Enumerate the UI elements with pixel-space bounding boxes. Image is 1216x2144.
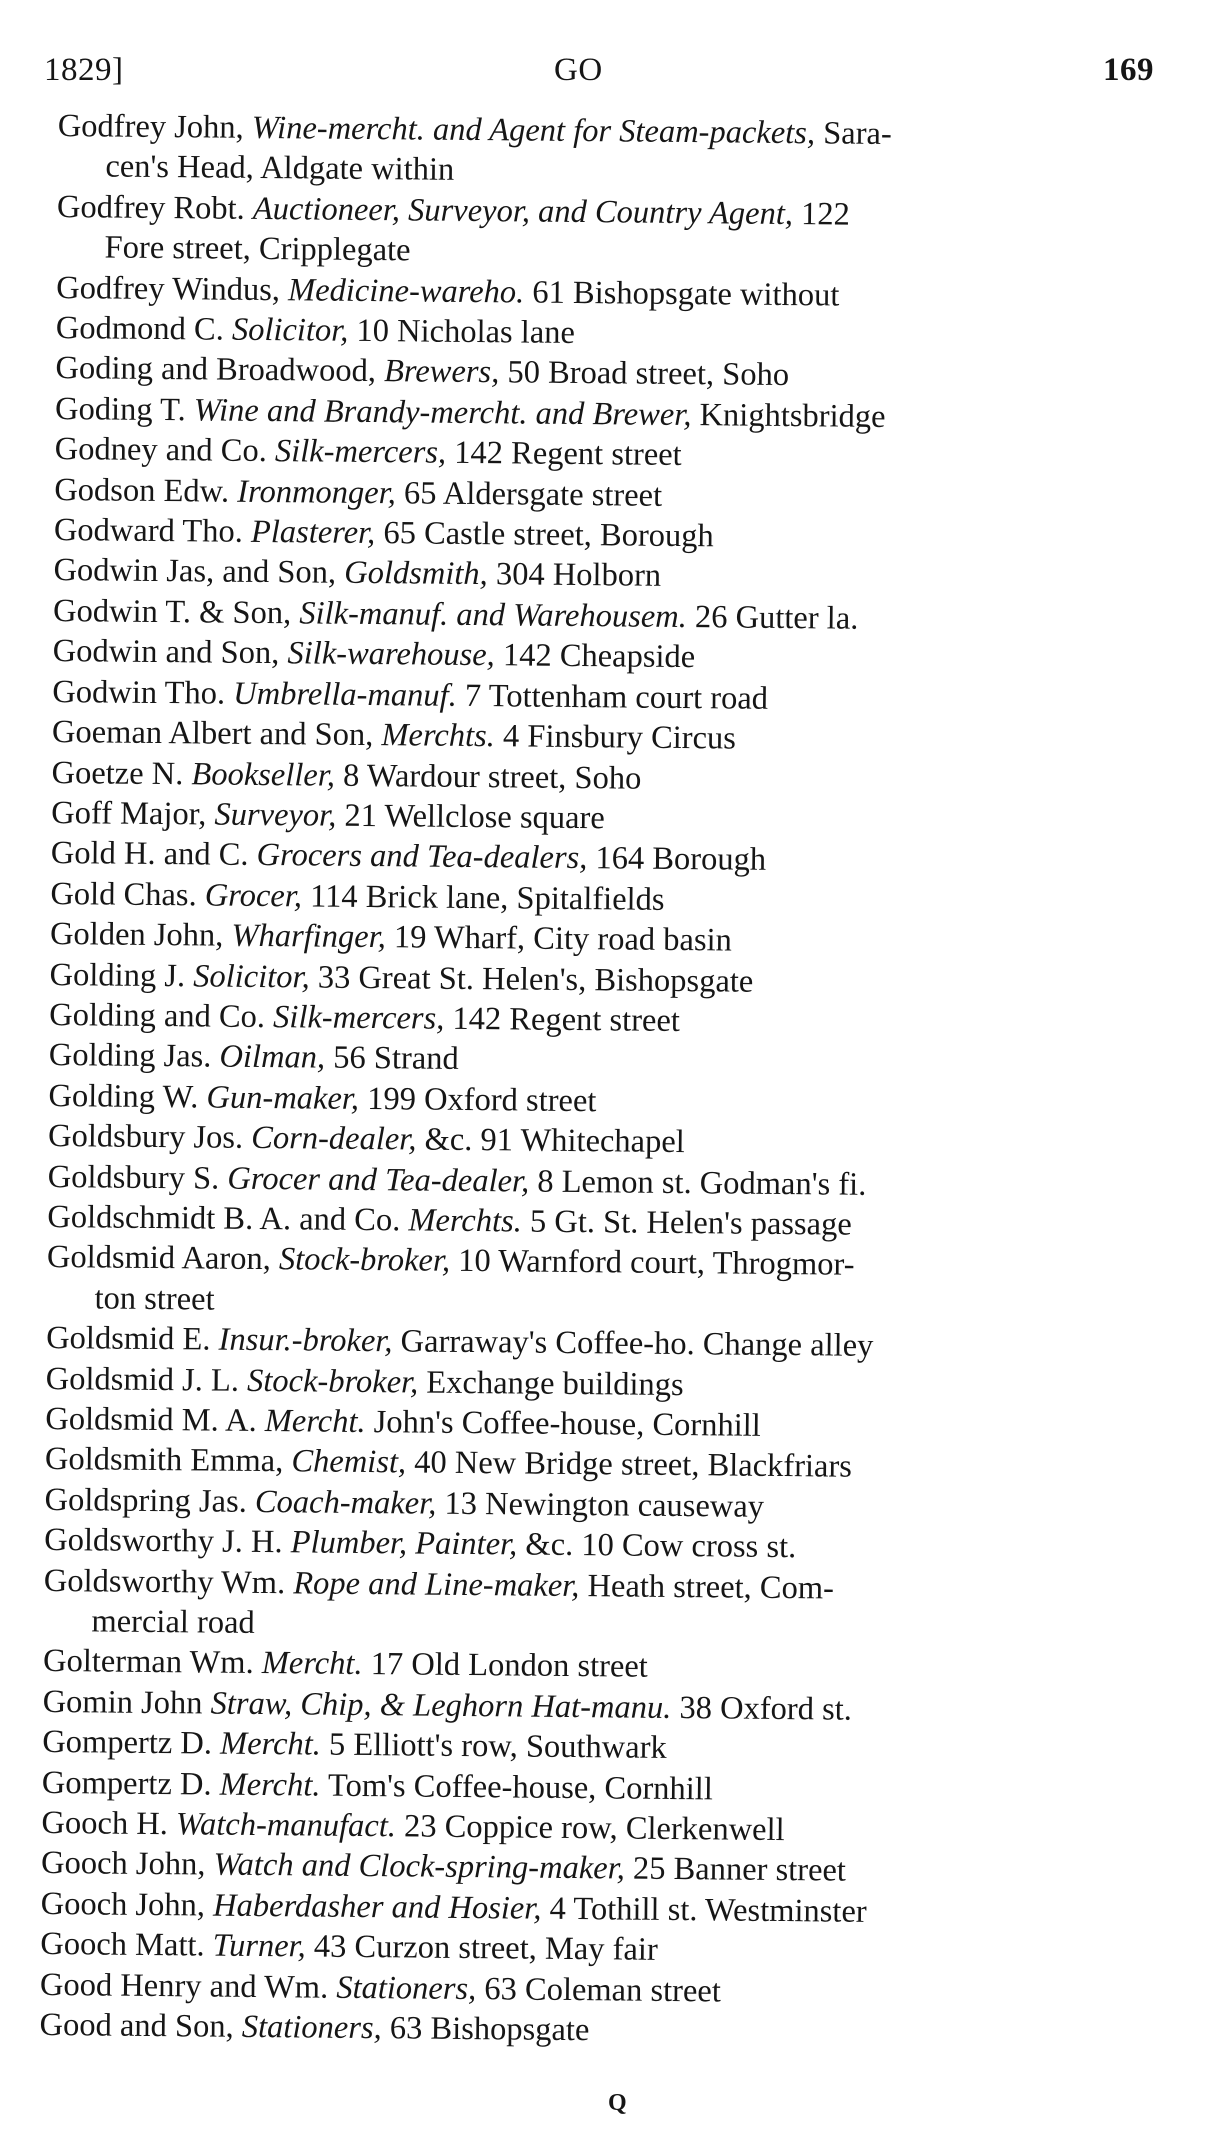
- entry-address: 5 Elliott's row, Southwark: [328, 1726, 667, 1767]
- entry-trade: Chemist,: [291, 1443, 407, 1481]
- entry-name: Goldschmidt B. A. and Co.: [47, 1198, 401, 1239]
- entry-trade: Grocers and Tea-dealers,: [256, 837, 588, 877]
- entry-trade: Mercht.: [261, 1645, 363, 1683]
- entry-name: Golding W.: [48, 1077, 199, 1116]
- entry-trade: Grocer,: [204, 877, 303, 915]
- entry-name: Goldsmid M. A.: [45, 1400, 257, 1439]
- entry-name: Golterman Wm.: [42, 1643, 254, 1682]
- entry-address: 164 Borough: [595, 840, 767, 879]
- entry-trade: Medicine-wareho.: [287, 271, 525, 311]
- directory-entry: [46, 1237, 1137, 1328]
- entry-name: Godney and Co.: [54, 431, 267, 470]
- signature-mark: Q: [608, 2090, 627, 2116]
- entry-trade: Watch and Clock-spring-maker,: [213, 1847, 626, 1887]
- entry-address: 10 Nicholas lane: [356, 312, 576, 352]
- entry-trade: Grocer and Tea-dealer,: [227, 1160, 530, 1200]
- entry-name: Goldsmid Aaron,: [46, 1239, 272, 1278]
- entry-trade: Silk-mercers,: [272, 999, 445, 1037]
- entry-address: 304 Holborn: [495, 556, 662, 595]
- entry-name: Goetze N.: [51, 754, 184, 792]
- entry-trade: Silk-mercers,: [274, 433, 447, 471]
- entry-trade: Oilman,: [219, 1038, 326, 1076]
- entry-name: Gompertz D.: [42, 1724, 213, 1762]
- entry-trade: Turner,: [212, 1927, 306, 1965]
- entry-trade: Solicitor,: [231, 311, 349, 349]
- entry-name: Godfrey Robt.: [56, 188, 245, 227]
- entry-address: 17 Old London street: [370, 1646, 648, 1686]
- entry-trade: Coach-maker,: [254, 1483, 437, 1522]
- entry-name: Goff Major,: [51, 794, 207, 833]
- entry-trade: Wharfinger,: [231, 917, 387, 956]
- entry-address: &c. 10 Cow cross st.: [525, 1526, 797, 1566]
- header-year: 1829]: [44, 52, 124, 88]
- entry-name: Gomin John: [42, 1683, 203, 1722]
- entry-address: 122: [800, 195, 850, 233]
- entry-name: Good Henry and Wm.: [39, 1966, 329, 2006]
- entry-trade: Gun-maker,: [206, 1079, 360, 1117]
- entry-name: Goldsmith Emma,: [44, 1441, 284, 1480]
- entry-address: 25 Banner street: [632, 1851, 847, 1890]
- entry-address: 7 Tottenham court road: [464, 677, 769, 717]
- entry-name: Goldsmid J. L.: [45, 1360, 240, 1399]
- entry-address: 65 Castle street, Borough: [383, 515, 714, 555]
- entry-address: 21 Wellclose square: [344, 797, 605, 837]
- entry-name: Godwin Tho.: [52, 673, 226, 712]
- entry-name: Goldspring Jas.: [44, 1481, 248, 1520]
- entry-address: Knightsbridge: [699, 397, 886, 435]
- entry-address: Garraway's Coffee-ho. Change alley: [400, 1323, 874, 1365]
- entry-address: 19 Wharf, City road basin: [393, 919, 733, 959]
- entry-trade: Plumber, Painter,: [290, 1524, 518, 1563]
- entry-address: 199 Oxford street: [366, 1080, 597, 1119]
- entry-name: Golding Jas.: [48, 1037, 212, 1075]
- entry-trade: Mercht.: [219, 1725, 322, 1763]
- directory-entry: [43, 1561, 1134, 1652]
- entry-address: 26 Gutter la.: [694, 599, 859, 637]
- entry-name: Gompertz D.: [41, 1764, 212, 1803]
- entry-trade: Insur.-broker,: [218, 1321, 393, 1360]
- page-header: [44, 46, 1154, 96]
- entry-address: 56 Strand: [333, 1040, 459, 1078]
- header-page-number: 169: [1103, 52, 1154, 88]
- entry-name: Godfrey Windus,: [56, 269, 281, 308]
- entry-address: John's Coffee-house, Cornhill: [373, 1404, 761, 1444]
- entry-trade: Stationers,: [241, 2008, 382, 2047]
- entry-name: Gooch Matt.: [40, 1926, 205, 1964]
- entry-address: Tom's Coffee-house, Cornhill: [327, 1767, 714, 1808]
- entry-name: Godwin and Son,: [52, 633, 280, 672]
- entry-trade: Auctioneer, Surveyor, and Country Agent,: [252, 190, 794, 232]
- entry-name: Goldsworthy Wm.: [43, 1562, 286, 1601]
- entry-address: 142 Regent street: [454, 435, 682, 474]
- entry-name: Goldsworthy J. H.: [44, 1522, 283, 1561]
- entry-continuation: Fore street, Cripplegate: [104, 229, 411, 269]
- entry-trade: Ironmonger,: [237, 473, 397, 511]
- entry-name: Golden John,: [49, 916, 224, 954]
- entry-address: 10 Warnford court, Throgmor-: [458, 1243, 855, 1284]
- entry-trade: Bookseller,: [191, 755, 336, 794]
- entry-trade: Wine and Brandy-mercht. and Brewer,: [193, 392, 692, 433]
- entry-name: Golding J.: [49, 956, 186, 994]
- entry-trade: Goldsmith,: [344, 555, 488, 593]
- entry-address: 4 Tothill st. Westminster: [549, 1890, 867, 1930]
- entry-name: Godward Tho.: [53, 512, 244, 550]
- entry-name: Goding T.: [54, 390, 186, 429]
- entry-trade: Silk-warehouse,: [287, 635, 495, 674]
- entry-name: Godmond C.: [55, 310, 224, 348]
- entry-name: Goding and Broadwood,: [55, 350, 377, 390]
- entry-name: Godwin T. & Son,: [52, 592, 292, 632]
- entry-trade: Solicitor,: [193, 957, 310, 995]
- entry-name: Gold Chas.: [50, 875, 197, 914]
- entry-trade: Mercht.: [264, 1403, 366, 1441]
- entry-name: Golding and Co.: [49, 996, 266, 1035]
- entry-trade: Mercht.: [219, 1766, 321, 1804]
- entry-address: 8 Lemon st. Godman's fi.: [537, 1163, 867, 1203]
- entry-address: Exchange buildings: [426, 1364, 684, 1403]
- entry-trade: Haberdasher and Hosier,: [212, 1887, 542, 1927]
- entry-address: 23 Coppice row, Clerkenwell: [403, 1808, 785, 1849]
- entry-trade: Corn-dealer,: [251, 1120, 417, 1158]
- directory-entry: [56, 187, 1147, 278]
- entry-trade: Merchts.: [381, 717, 496, 755]
- entry-address: Heath street, Com-: [587, 1567, 835, 1607]
- entry-address: 63 Bishopsgate: [389, 2010, 590, 2049]
- entry-trade: Surveyor,: [214, 796, 337, 834]
- entry-address: 61 Bishopsgate without: [532, 274, 840, 314]
- entry-address: 65 Aldersgate street: [403, 474, 663, 514]
- entry-trade: Stock-broker,: [246, 1362, 419, 1401]
- entry-address: 63 Coleman street: [484, 1970, 721, 2010]
- entry-trade: Brewers,: [383, 353, 500, 391]
- entry-address: 50 Broad street, Soho: [507, 354, 790, 394]
- entry-address: 114 Brick lane, Spitalfields: [309, 878, 665, 918]
- entry-name: Godson Edw.: [54, 471, 230, 510]
- entry-continuation: ton street: [94, 1280, 215, 1318]
- entry-address: 38 Oxford st.: [679, 1689, 853, 1728]
- entry-name: Godwin Jas, and Son,: [53, 552, 337, 592]
- entry-address: Sara-: [823, 115, 892, 153]
- entry-address: 142 Regent street: [452, 1000, 681, 1039]
- entry-trade: Umbrella-manuf.: [233, 675, 457, 714]
- entry-name: Gold H. and C.: [50, 835, 249, 874]
- entry-address: 33 Great St. Helen's, Bishopsgate: [317, 959, 754, 1000]
- entry-name: Godfrey John,: [57, 107, 244, 146]
- entry-name: Gooch John,: [40, 1845, 206, 1883]
- directory-entries: [39, 106, 1148, 2056]
- entry-address: 4 Finsbury Circus: [502, 718, 737, 757]
- entry-trade: Wine-mercht. and Agent for Steam-packets,: [251, 109, 816, 152]
- entry-name: Goldsbury Jos.: [47, 1118, 244, 1156]
- entry-trade: Rope and Line-maker,: [293, 1564, 580, 1604]
- entry-address: 142 Cheapside: [502, 637, 696, 676]
- entry-address: 8 Wardour street, Soho: [342, 757, 642, 797]
- entry-name: Goeman Albert and Son,: [51, 714, 374, 754]
- entry-address: 40 New Bridge street, Blackfriars: [414, 1444, 853, 1486]
- entry-trade: Merchts.: [408, 1202, 523, 1240]
- entry-name: Goldsmid E.: [45, 1320, 211, 1358]
- entry-trade: Silk-manuf. and Warehousem.: [299, 595, 688, 635]
- entry-name: Good and Son,: [39, 2007, 234, 2045]
- entry-name: Goldsbury S.: [47, 1158, 220, 1197]
- entry-name: Gooch H.: [41, 1804, 169, 1843]
- entry-trade: Watch-manufact.: [175, 1806, 397, 1845]
- entry-trade: Straw, Chip, & Leghorn Hat-manu.: [210, 1685, 672, 1726]
- header-letters: GO: [554, 52, 603, 88]
- entry-name: Gooch John,: [40, 1885, 206, 1924]
- entry-address: 43 Curzon street, May fair: [313, 1928, 658, 1969]
- entry-trade: Plasterer,: [250, 513, 376, 552]
- entry-address: 13 Newington causeway: [444, 1485, 765, 1525]
- entry-continuation: mercial road: [91, 1603, 255, 1641]
- entry-trade: Stock-broker,: [278, 1241, 451, 1280]
- entry-continuation: cen's Head, Aldgate within: [105, 148, 455, 189]
- entry-address: 5 Gt. St. Helen's passage: [529, 1203, 852, 1243]
- entry-trade: Stationers,: [336, 1969, 477, 2007]
- entry-address: &c. 91 Whitechapel: [424, 1121, 685, 1161]
- directory-entry: [57, 106, 1148, 197]
